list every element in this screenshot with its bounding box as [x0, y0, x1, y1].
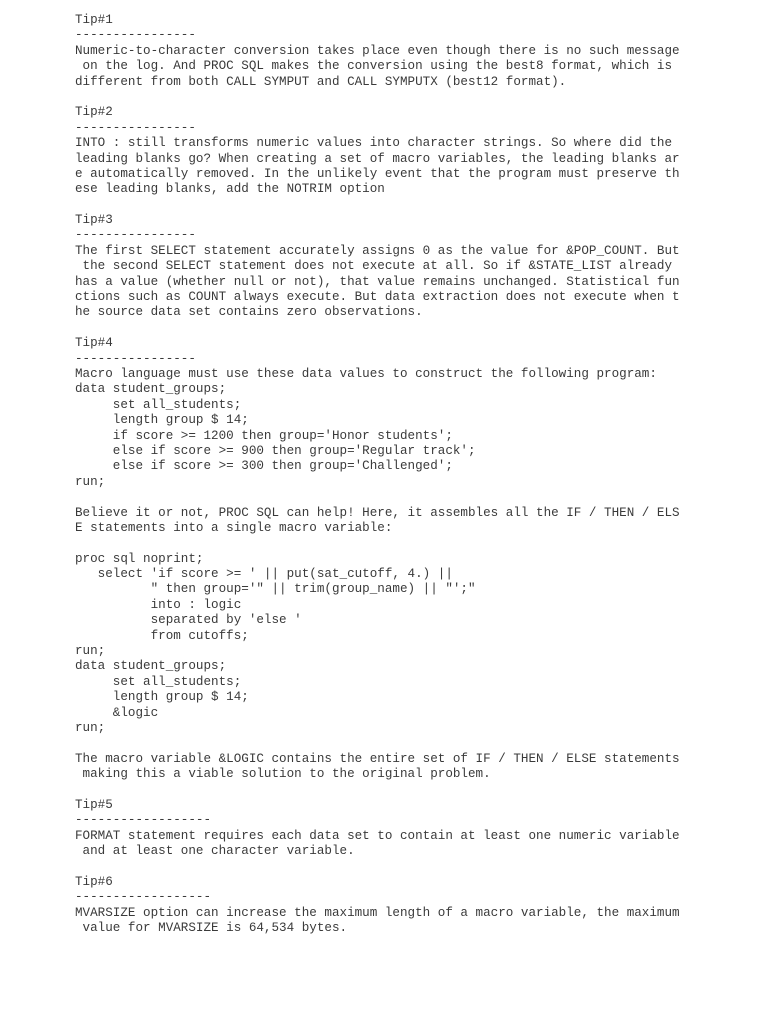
- code-line: data student_groups;: [75, 382, 227, 397]
- text-line: ese leading blanks, add the NOTRIM option: [75, 182, 385, 197]
- tip-title: Tip#3: [75, 213, 113, 228]
- code-line: &logic: [75, 705, 159, 720]
- code-line: proc sql noprint;: [75, 551, 204, 566]
- tip-5: [75, 798, 735, 860]
- text-line: FORMAT statement requires each data set to contain at least one numeric variable: [75, 828, 680, 843]
- code-line: length group $ 14;: [75, 413, 249, 428]
- tip-title: Tip#2: [75, 105, 113, 120]
- text-line: E statements into a single macro variable:: [75, 520, 393, 535]
- tip-title: Tip#1: [75, 13, 113, 27]
- document-body: [75, 13, 735, 952]
- tip-3: [75, 213, 735, 321]
- text-line: value for MVARSIZE is 64,534 bytes.: [75, 921, 348, 936]
- text-line: The macro variable &LOGIC contains the entire set of IF / THEN / ELSE statements: [75, 751, 680, 766]
- code-line: set all_students;: [75, 397, 242, 412]
- text-line: Numeric-to-character conversion takes place even though there is no such message: [75, 43, 680, 58]
- code-line: else if score >= 900 then group='Regular track';: [75, 443, 476, 458]
- text-line: INTO : still transforms numeric values into character strings. So where did the: [75, 136, 673, 151]
- blank-line: [75, 536, 735, 551]
- text-line: and at least one character variable.: [75, 844, 355, 859]
- text-line: ctions such as COUNT always execute. But data extraction does not execute when t: [75, 290, 680, 305]
- text-line: on the log. And PROC SQL makes the conversion using the best8 format, which is: [75, 59, 673, 74]
- text-line: Macro language must use these data values to construct the following program:: [75, 366, 657, 381]
- tip-rule: ----------------: [75, 28, 196, 43]
- blank-line: [75, 736, 735, 751]
- code-line: else if score >= 300 then group='Challenged';: [75, 459, 453, 474]
- code-line: length group $ 14;: [75, 690, 249, 705]
- code-line: run;: [75, 720, 106, 735]
- tip-title: Tip#4: [75, 336, 113, 351]
- tip-6: [75, 875, 735, 937]
- code-line: if score >= 1200 then group='Honor students';: [75, 428, 453, 443]
- code-line: " then group='" || trim(group_name) || "';": [75, 582, 476, 597]
- text-line: Believe it or not, PROC SQL can help! Here, it assembles all the IF / THEN / ELS: [75, 505, 680, 520]
- tip-rule: ------------------: [75, 890, 212, 905]
- code-line: into : logic: [75, 597, 242, 612]
- tip-title: Tip#5: [75, 797, 113, 812]
- code-line: run;: [75, 474, 106, 489]
- code-line: data student_groups;: [75, 659, 227, 674]
- tip-4: [75, 336, 735, 782]
- text-line: has a value (whether null or not), that value remains unchanged. Statistical fun: [75, 274, 680, 289]
- tip-2: [75, 105, 735, 197]
- tip-rule: ----------------: [75, 351, 196, 366]
- code-line: separated by 'else ': [75, 613, 302, 628]
- text-line: making this a viable solution to the original problem.: [75, 767, 491, 782]
- code-line: run;: [75, 644, 106, 659]
- tip-title: Tip#6: [75, 874, 113, 889]
- text-line: different from both CALL SYMPUT and CALL SYMPUTX (best12 format).: [75, 74, 567, 89]
- text-line: leading blanks go? When creating a set of macro variables, the leading blanks ar: [75, 151, 680, 166]
- text-line: MVARSIZE option can increase the maximum length of a macro variable, the maximum: [75, 905, 680, 920]
- text-line: he source data set contains zero observations.: [75, 305, 423, 320]
- text-line: e automatically removed. In the unlikely event that the program must preserve th: [75, 166, 680, 181]
- tip-rule: ------------------: [75, 813, 212, 828]
- text-line: the second SELECT statement does not execute at all. So if &STATE_LIST already: [75, 259, 673, 274]
- code-line: set all_students;: [75, 674, 242, 689]
- code-line: from cutoffs;: [75, 628, 249, 643]
- code-line: select 'if score >= ' || put(sat_cutoff, 4.) ||: [75, 567, 453, 582]
- tip-rule: ----------------: [75, 228, 196, 243]
- text-line: The first SELECT statement accurately assigns 0 as the value for &POP_COUNT. But: [75, 243, 680, 258]
- tip-1: [75, 13, 735, 90]
- blank-line: [75, 490, 735, 505]
- tip-rule: ----------------: [75, 120, 196, 135]
